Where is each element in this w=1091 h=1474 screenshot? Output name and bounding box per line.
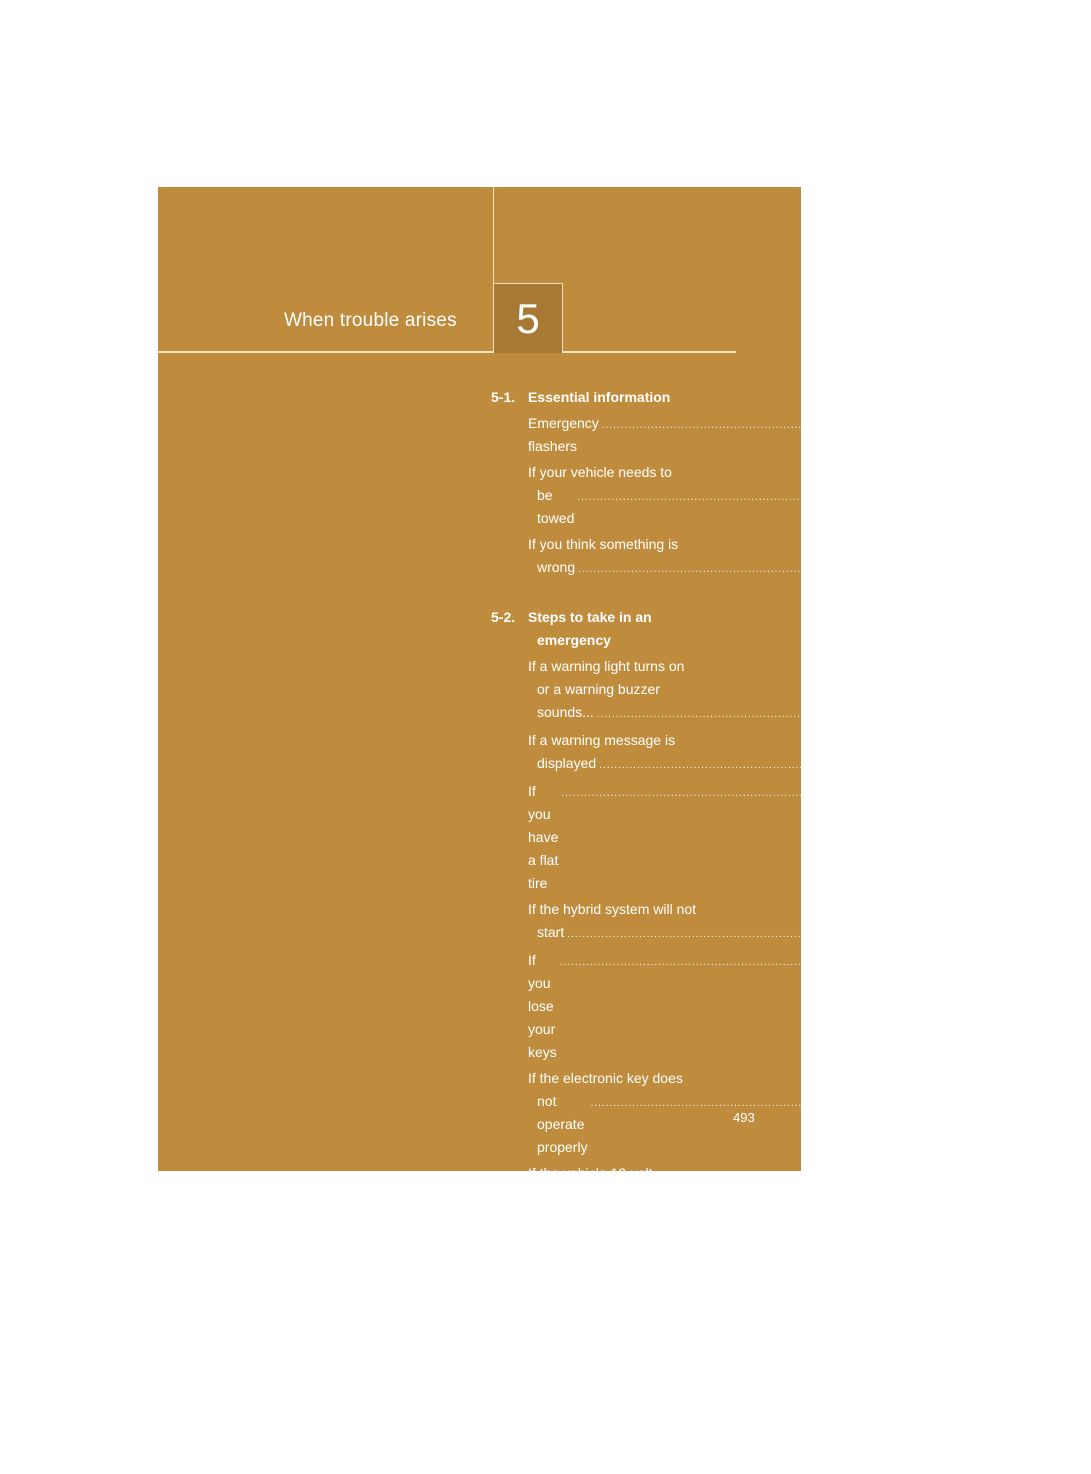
- leader-dots: ........................................................................................................................: [567, 929, 1021, 940]
- entry-text: stuck: [537, 1332, 570, 1348]
- section-title-continued: emergency: [537, 632, 611, 648]
- entry-page-number: 512: [1055, 755, 1081, 772]
- entry-final-line: [528, 1329, 1055, 1354]
- section-title: Steps to take in an: [528, 609, 652, 625]
- section-number: 5-1.: [491, 389, 516, 405]
- leader-dots: ........................................................................................................................: [596, 709, 1051, 720]
- entry-text: start: [537, 924, 565, 940]
- header-horizontal-rule: [158, 351, 736, 353]
- toc-section: [488, 386, 1084, 581]
- entry-page-number: 547: [1064, 1188, 1090, 1205]
- entry-text: If the hybrid system will not: [528, 901, 697, 917]
- entry-text: be stopped in: [537, 1383, 622, 1399]
- entry-final-line: [528, 752, 1081, 777]
- leader-dots: ........................................................................................................................: [599, 760, 1053, 771]
- toc-entry[interactable]: [488, 1162, 1090, 1231]
- entry-final-line: [528, 949, 1042, 1064]
- toc-entry[interactable]: [488, 461, 1059, 530]
- entry-text: sounds...: [537, 704, 594, 720]
- entry-text: Emergency flashers: [528, 415, 599, 454]
- entry-text: or a warning buzzer: [537, 681, 660, 697]
- entry-page-number: 543: [1016, 952, 1042, 969]
- entry-text: If your vehicle has to: [528, 1360, 657, 1376]
- entry-text: an emergency: [537, 1406, 607, 1445]
- entry-text: If your vehicle overheats: [528, 1237, 590, 1299]
- entry-text: battery is discharged: [537, 1188, 606, 1227]
- entry-page-number: 541: [1023, 924, 1049, 941]
- entry-text: If you think something is: [528, 536, 679, 552]
- leader-dots: ........................................................................................................................: [590, 1098, 1044, 1109]
- entry-text: If the vehicle 12-volt: [528, 1165, 653, 1181]
- entry-text: displayed: [537, 755, 597, 771]
- leader-dots: ........................................................................................................................: [577, 492, 1031, 503]
- entry-page-number: 556: [1029, 1332, 1055, 1349]
- leader-dots: ........................................................................................................................: [572, 1337, 1027, 1348]
- leader-dots: ........................................................................................................................: [592, 1242, 1046, 1253]
- toc-entry[interactable]: [488, 898, 1049, 946]
- entry-final-line: [528, 1234, 1074, 1303]
- toc-entry[interactable]: [488, 949, 1042, 1064]
- entry-page-number: 501: [1034, 559, 1060, 576]
- entry-text: If a warning light turns on: [528, 658, 685, 674]
- entry-page-number: 558: [1065, 1406, 1091, 1423]
- entry-final-line: [528, 556, 1060, 581]
- toc-entry[interactable]: [488, 655, 1079, 726]
- leader-dots: ........................................................................................................................: [578, 564, 1032, 575]
- leader-dots: ........................................................................................................................: [561, 788, 1015, 799]
- leader-dots: ........................................................................................................................: [601, 420, 1056, 431]
- entry-final-line: [528, 701, 1079, 726]
- entry-text: not operate properly: [537, 1093, 588, 1155]
- toc-entry[interactable]: [488, 1306, 1055, 1354]
- toc-entry[interactable]: [488, 533, 1060, 581]
- entry-text: be towed: [537, 487, 575, 526]
- leader-dots: ........................................................................................................................: [559, 957, 1014, 968]
- entry-final-line: [528, 484, 1059, 530]
- chapter-number: 5: [516, 295, 540, 342]
- toc-entry[interactable]: [488, 780, 1043, 895]
- section-heading: [488, 606, 741, 629]
- entry-final-line: [528, 921, 1049, 946]
- leader-dots: ........................................................................................................................: [608, 1193, 1062, 1204]
- entry-text: If your vehicle needs to: [528, 464, 672, 480]
- section-number: 5-2.: [491, 609, 516, 625]
- section-heading: [488, 386, 741, 409]
- entry-final-line: [528, 1403, 1091, 1449]
- entry-page-number: 494: [1058, 415, 1084, 432]
- entry-page-number: 502: [1053, 704, 1079, 721]
- entry-text: If the electronic key does: [528, 1070, 683, 1086]
- chapter-title: When trouble arises: [284, 310, 457, 331]
- leader-dots: ........................................................................................................................: [609, 1411, 1063, 1422]
- toc-entry[interactable]: [488, 729, 1081, 777]
- chapter-number-box: [494, 283, 563, 353]
- entry-text: If you have a flat tire: [528, 783, 559, 891]
- entry-text: If you lose your keys: [528, 952, 557, 1060]
- entry-text: wrong: [537, 559, 576, 575]
- entry-text: If the vehicle becomes: [528, 1309, 668, 1325]
- entry-page-number: 544: [1046, 1093, 1073, 1110]
- entry-text: If a warning message is: [528, 732, 676, 748]
- page-number: 493: [733, 1110, 755, 1125]
- toc-entry[interactable]: [488, 412, 1084, 458]
- entry-final-line: [528, 780, 1043, 895]
- entry-page-number: 552: [1048, 1237, 1074, 1254]
- entry-page-number: 495: [1033, 487, 1059, 504]
- toc-entry[interactable]: [488, 1357, 1091, 1449]
- section-title: Essential information: [528, 389, 671, 405]
- entry-final-line: [528, 412, 1084, 458]
- entry-page-number: 532: [1017, 783, 1043, 800]
- toc-entry[interactable]: [488, 1234, 1074, 1303]
- entry-final-line: [528, 1185, 1090, 1231]
